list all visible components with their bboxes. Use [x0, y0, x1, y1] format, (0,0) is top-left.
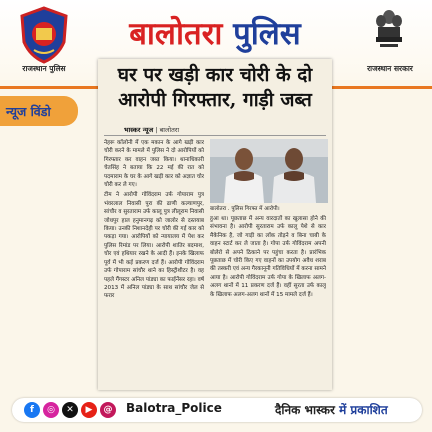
byline-rule [104, 135, 326, 136]
youtube-icon[interactable]: ▶ [81, 402, 97, 418]
byline-separator: | [155, 126, 158, 134]
title-part-2: पुलिस [233, 16, 301, 52]
social-footer [12, 398, 422, 422]
newspaper-clipping [98, 59, 332, 390]
social-handle[interactable]: Balotra_Police [126, 401, 222, 415]
news-window-label: न्यूज विंडो [6, 104, 51, 119]
left-logo-label: राजस्थान पुलिस [22, 64, 66, 73]
x-icon[interactable]: ✕ [62, 402, 78, 418]
byline-source: भास्कर न्यूज [124, 126, 154, 134]
publisher-name: दैनिक भास्कर [275, 403, 335, 417]
news-window-badge [0, 96, 78, 126]
article-byline [124, 125, 179, 134]
rajasthan-police-logo [18, 6, 70, 64]
publisher-suffix: में प्रकाशित [339, 403, 388, 417]
article-headline: घर पर खड़ी कार चोरी के दो आरोपी गिरफ्तार, गाड़ी जब्त [117, 64, 313, 111]
instagram-icon[interactable]: ◎ [43, 402, 59, 418]
article-left-column [104, 139, 204, 385]
byline-place: बालोतरा [159, 126, 180, 134]
right-paragraph: हुआ था। पूछताछ में अन्य वारदातों का खुलासा होने की संभावना है। आरोपी सुरताराम उर्फ कालू पेशे से कार मैकेनिक है, जो गाड़ी का लॉक तोड़ने व बिना चाबी के वाहन स्टार्ट कर ले जाता है। गोपा उर्फ गोविंदराम अपनी बोलेरो से अपने ठिकाने पर पहुंचा करता है। प्रारंभिक पूछताछ में चोरी किए गए वाहनों का उपयोग अवैध शराब की तस्करी एवं अन्य गैरकानूनी गतिविधियों में करना सामने आया है। आरोपी गोविंदराम उर्फ गोपा के खिलाफ अलग-अलग थानों में 11 प्रकरण दर्ज हैं। वहीं सुरता उर्फ कालू के खिलाफ अलग-अलग थानों में 15 मामले दर्ज हैं। [210, 216, 326, 298]
left-paragraph: नेहरू कॉलोनी में एक मकान के आगे खड़ी कार चोरी करने के मामले में पुलिस ने दो आरोपियों को गिरफ्तार कर वाहन जब्त किया। थानाधिकारी चेतसिंह ने बताया कि 22 मई की रात को पदमाराम के घर के आगे खड़ी कार को अज्ञात चोर चोरी कर ले गए। [104, 140, 204, 189]
left-paragraph: टीम ने आरोपी गोविंदराम उर्फ गोपाराम पुत्र भंवरलाल निवासी पुरा की ढाणी कल्याणपुर, सांचौर व सुरताराम उर्फ कालू पुत्र लीलूराम निवासी जोधपुर हाल हनुमानगढ़ को जालोर से दस्तयाब किया। उनकी निशानदेही पर चोरी की गई कार को पकड़ा गया। आरोपियों को न्यायालय में पेश कर पुलिस रिमांड पर लिया। आरोपी शातिर बदमाश, चोर एवं हथियार रखने के आदी हैं। इनके खिलाफ पूर्व में भी कई प्रकरण दर्ज हैं। आरोपी गोविंदराम उर्फ गोपाराम सांचौर थाने का हिस्ट्रीशीटर है। वह पहले गैंगस्टर अनिल पांड्या का फाईनेंसर रहा। वर्ष 2013 में अनिल पांड्या के साथ सांचौर जेल से फरार [104, 192, 204, 300]
page-title [98, 14, 332, 54]
photo-caption: बालोतरा . पुलिस गिरफ्त में आरोपी। [210, 206, 280, 212]
article-right-column [210, 215, 326, 385]
ashoka-emblem-logo [374, 8, 404, 54]
facebook-icon[interactable]: f [24, 402, 40, 418]
title-part-1: बालोतरा [129, 16, 223, 52]
threads-icon[interactable]: @ [100, 402, 116, 418]
publisher-credit [275, 401, 388, 418]
arrested-accused-photo [210, 139, 328, 203]
right-logo-label: राजस्थान सरकार [367, 64, 413, 73]
